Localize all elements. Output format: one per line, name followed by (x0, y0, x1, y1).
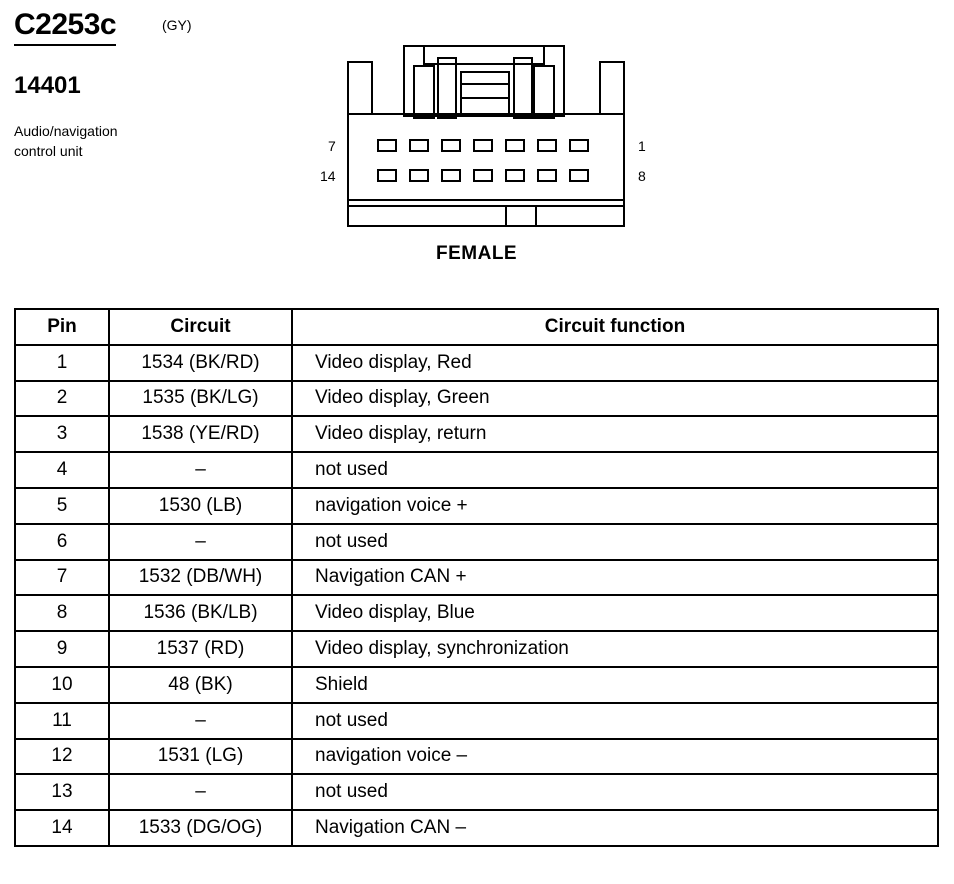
latch-outer (404, 46, 564, 116)
pin-cavity (538, 140, 556, 151)
description-line-2: control unit (14, 143, 83, 159)
circuit-cell: – (109, 452, 292, 488)
header-pin: Pin (15, 309, 109, 345)
pin-cell: 13 (15, 774, 109, 810)
pin-cell: 9 (15, 631, 109, 667)
pin-cell: 1 (15, 345, 109, 381)
pin-cell: 3 (15, 416, 109, 452)
pin-cavity (378, 140, 396, 151)
header-circuit: Circuit (109, 309, 292, 345)
table-row (15, 739, 938, 775)
table-row (15, 703, 938, 739)
circuit-cell: 1531 (LG) (109, 739, 292, 775)
circuit-cell: – (109, 524, 292, 560)
part-number: 14401 (14, 72, 81, 99)
pin-cell: 10 (15, 667, 109, 703)
function-cell: navigation voice + (292, 488, 938, 524)
pin-cavity (410, 170, 428, 181)
table-row (15, 667, 938, 703)
pin-cavity (474, 170, 492, 181)
pin-label-top-left: 7 (328, 138, 336, 154)
circuit-cell: 1533 (DG/OG) (109, 810, 292, 846)
function-cell: Video display, Red (292, 345, 938, 381)
bottom-key (506, 206, 536, 226)
table-row (15, 524, 938, 560)
table-row (15, 416, 938, 452)
pinout-table (14, 308, 939, 847)
latch-arm-left (414, 66, 434, 118)
connector-face-diagram (316, 36, 656, 246)
latch-post-right (514, 58, 532, 118)
function-cell: not used (292, 774, 938, 810)
header-circuit-function: Circuit function (292, 309, 938, 345)
pin-cavity (506, 170, 524, 181)
side-ear-right (600, 62, 624, 114)
pin-cavity (506, 140, 524, 151)
table-row (15, 345, 938, 381)
pin-cell: 14 (15, 810, 109, 846)
side-ear-left (348, 62, 372, 114)
pin-cavity (442, 140, 460, 151)
connector-id: C2253c (14, 8, 116, 46)
circuit-cell: 1530 (LB) (109, 488, 292, 524)
pin-label-top-right: 1 (638, 138, 646, 154)
table-row (15, 381, 938, 417)
table-row (15, 560, 938, 596)
pin-label-bottom-left: 14 (320, 168, 336, 184)
function-cell: Video display, return (292, 416, 938, 452)
function-cell: not used (292, 703, 938, 739)
pin-cavity (538, 170, 556, 181)
pin-cavity (474, 140, 492, 151)
pin-cell: 7 (15, 560, 109, 596)
pin-label-bottom-right: 8 (638, 168, 646, 184)
circuit-cell: 1537 (RD) (109, 631, 292, 667)
pin-cavity (570, 140, 588, 151)
latch-inner (424, 46, 544, 64)
component-description (14, 121, 184, 161)
circuit-cell: 1535 (BK/LG) (109, 381, 292, 417)
latch-arm-right (534, 66, 554, 118)
pin-cell: 6 (15, 524, 109, 560)
pin-cavity (570, 170, 588, 181)
table-row (15, 488, 938, 524)
table-row (15, 774, 938, 810)
pin-cell: 4 (15, 452, 109, 488)
circuit-cell: 48 (BK) (109, 667, 292, 703)
circuit-cell: 1538 (YE/RD) (109, 416, 292, 452)
connector-gender: FEMALE (436, 243, 518, 264)
function-cell: Navigation CAN – (292, 810, 938, 846)
function-cell: navigation voice – (292, 739, 938, 775)
pin-cell: 2 (15, 381, 109, 417)
circuit-cell: 1536 (BK/LB) (109, 595, 292, 631)
pin-cavity (442, 170, 460, 181)
table-row (15, 452, 938, 488)
table-row (15, 810, 938, 846)
latch-post-left (438, 58, 456, 118)
table-row (15, 631, 938, 667)
function-cell: not used (292, 524, 938, 560)
circuit-cell: 1534 (BK/RD) (109, 345, 292, 381)
circuit-cell: – (109, 703, 292, 739)
function-cell: Navigation CAN + (292, 560, 938, 596)
table-row (15, 595, 938, 631)
description-line-1: Audio/navigation (14, 123, 118, 139)
function-cell: Video display, Blue (292, 595, 938, 631)
table-header-row (15, 309, 938, 345)
pin-cell: 11 (15, 703, 109, 739)
pin-cavity (378, 170, 396, 181)
latch-window (461, 72, 509, 116)
pin-cell: 12 (15, 739, 109, 775)
circuit-cell: 1532 (DB/WH) (109, 560, 292, 596)
connector-color-code: (GY) (162, 17, 192, 33)
pin-cavity (410, 140, 428, 151)
pin-cell: 5 (15, 488, 109, 524)
function-cell: Video display, Green (292, 381, 938, 417)
pin-cell: 8 (15, 595, 109, 631)
function-cell: not used (292, 452, 938, 488)
function-cell: Shield (292, 667, 938, 703)
pin-cavities (378, 140, 588, 181)
circuit-cell: – (109, 774, 292, 810)
function-cell: Video display, synchronization (292, 631, 938, 667)
